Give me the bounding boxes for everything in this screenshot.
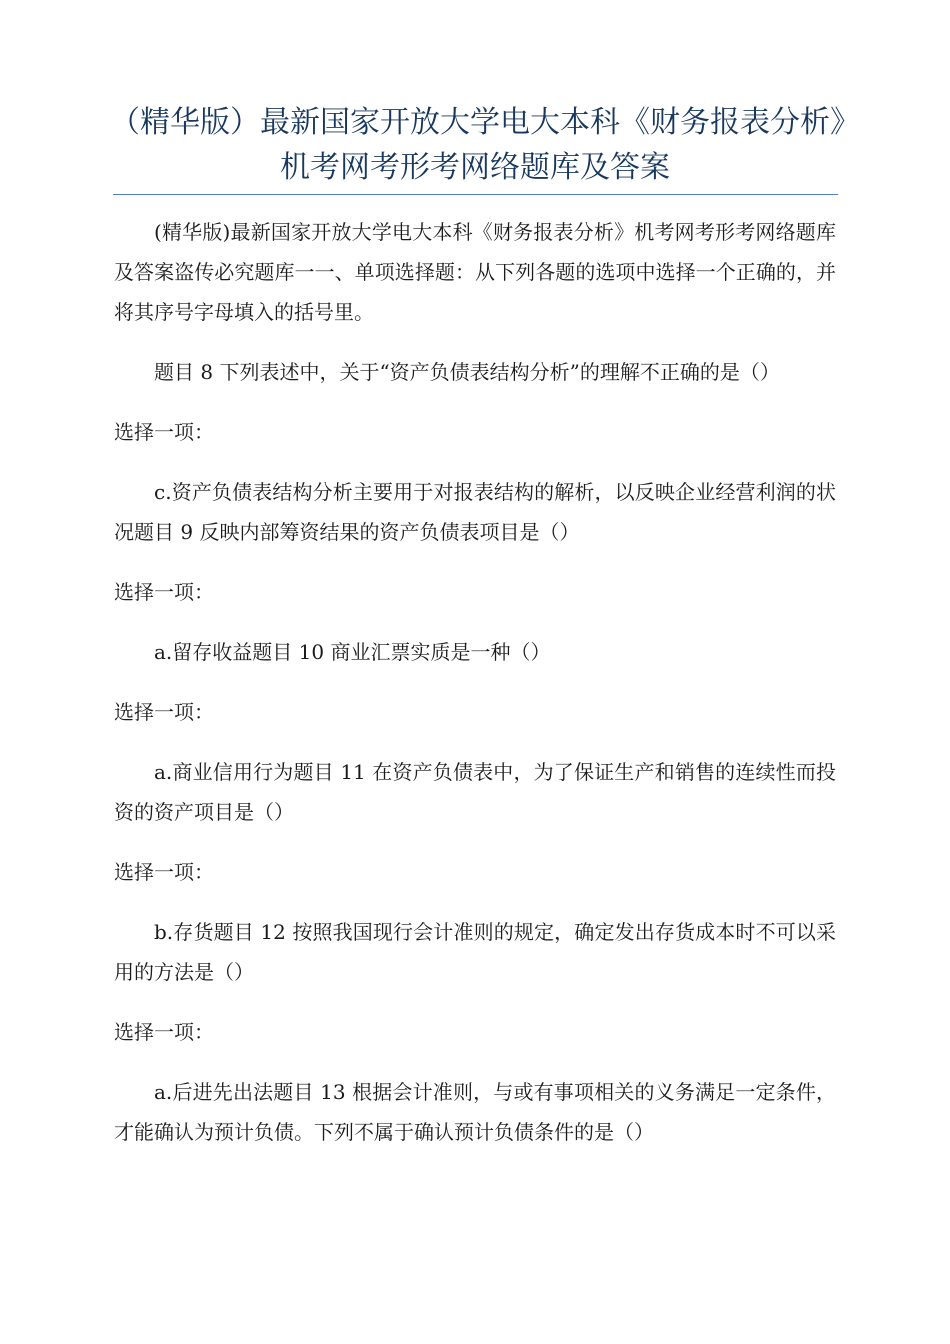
title-line-1: （精华版）最新国家开放大学电大本科《财务报表分析》 bbox=[110, 105, 860, 140]
choose-one-label: 选择一项： bbox=[114, 420, 214, 444]
choose-one-label: 选择一项： bbox=[114, 580, 214, 604]
title-divider bbox=[113, 194, 838, 195]
answer-question-10: a.留存收益题目 10 商业汇票实质是一种（） bbox=[154, 640, 551, 664]
document-body bbox=[114, 212, 836, 1172]
intro-paragraph: (精华版)最新国家开放大学电大本科《财务报表分析》机考网考形考网络题库及答案盗传必究题库一一、单项选择题：从下列各题的选项中选择一个正确的，并将其序号字母填入的括号里。 bbox=[114, 220, 836, 324]
answer-question-9: c.资产负债表结构分析主要用于对报表结构的解析，以反映企业经营利润的状况题目 9 反映内部筹资结果的资产负债表项目是（） bbox=[114, 480, 836, 544]
question-8: 题目 8 下列表述中，关于“资产负债表结构分析”的理解不正确的是（） bbox=[154, 360, 780, 384]
choose-one-label: 选择一项： bbox=[114, 700, 214, 724]
title-line-2: 机考网考形考网络题库及答案 bbox=[280, 150, 670, 185]
choose-one-label: 选择一项： bbox=[114, 1020, 214, 1044]
choose-one-label: 选择一项： bbox=[114, 860, 214, 884]
answer-question-11: a.商业信用行为题目 11 在资产负债表中，为了保证生产和销售的连续性而投资的资产项目是（） bbox=[114, 760, 836, 824]
answer-question-12: b.存货题目 12 按照我国现行会计准则的规定，确定发出存货成本时不可以采用的方法是（） bbox=[114, 920, 836, 984]
document-title bbox=[110, 100, 860, 190]
answer-question-13: a.后进先出法题目 13 根据会计准则，与或有事项相关的义务满足一定条件，才能确认为预计负债。下列不属于确认预计负债条件的是（） bbox=[114, 1080, 836, 1144]
